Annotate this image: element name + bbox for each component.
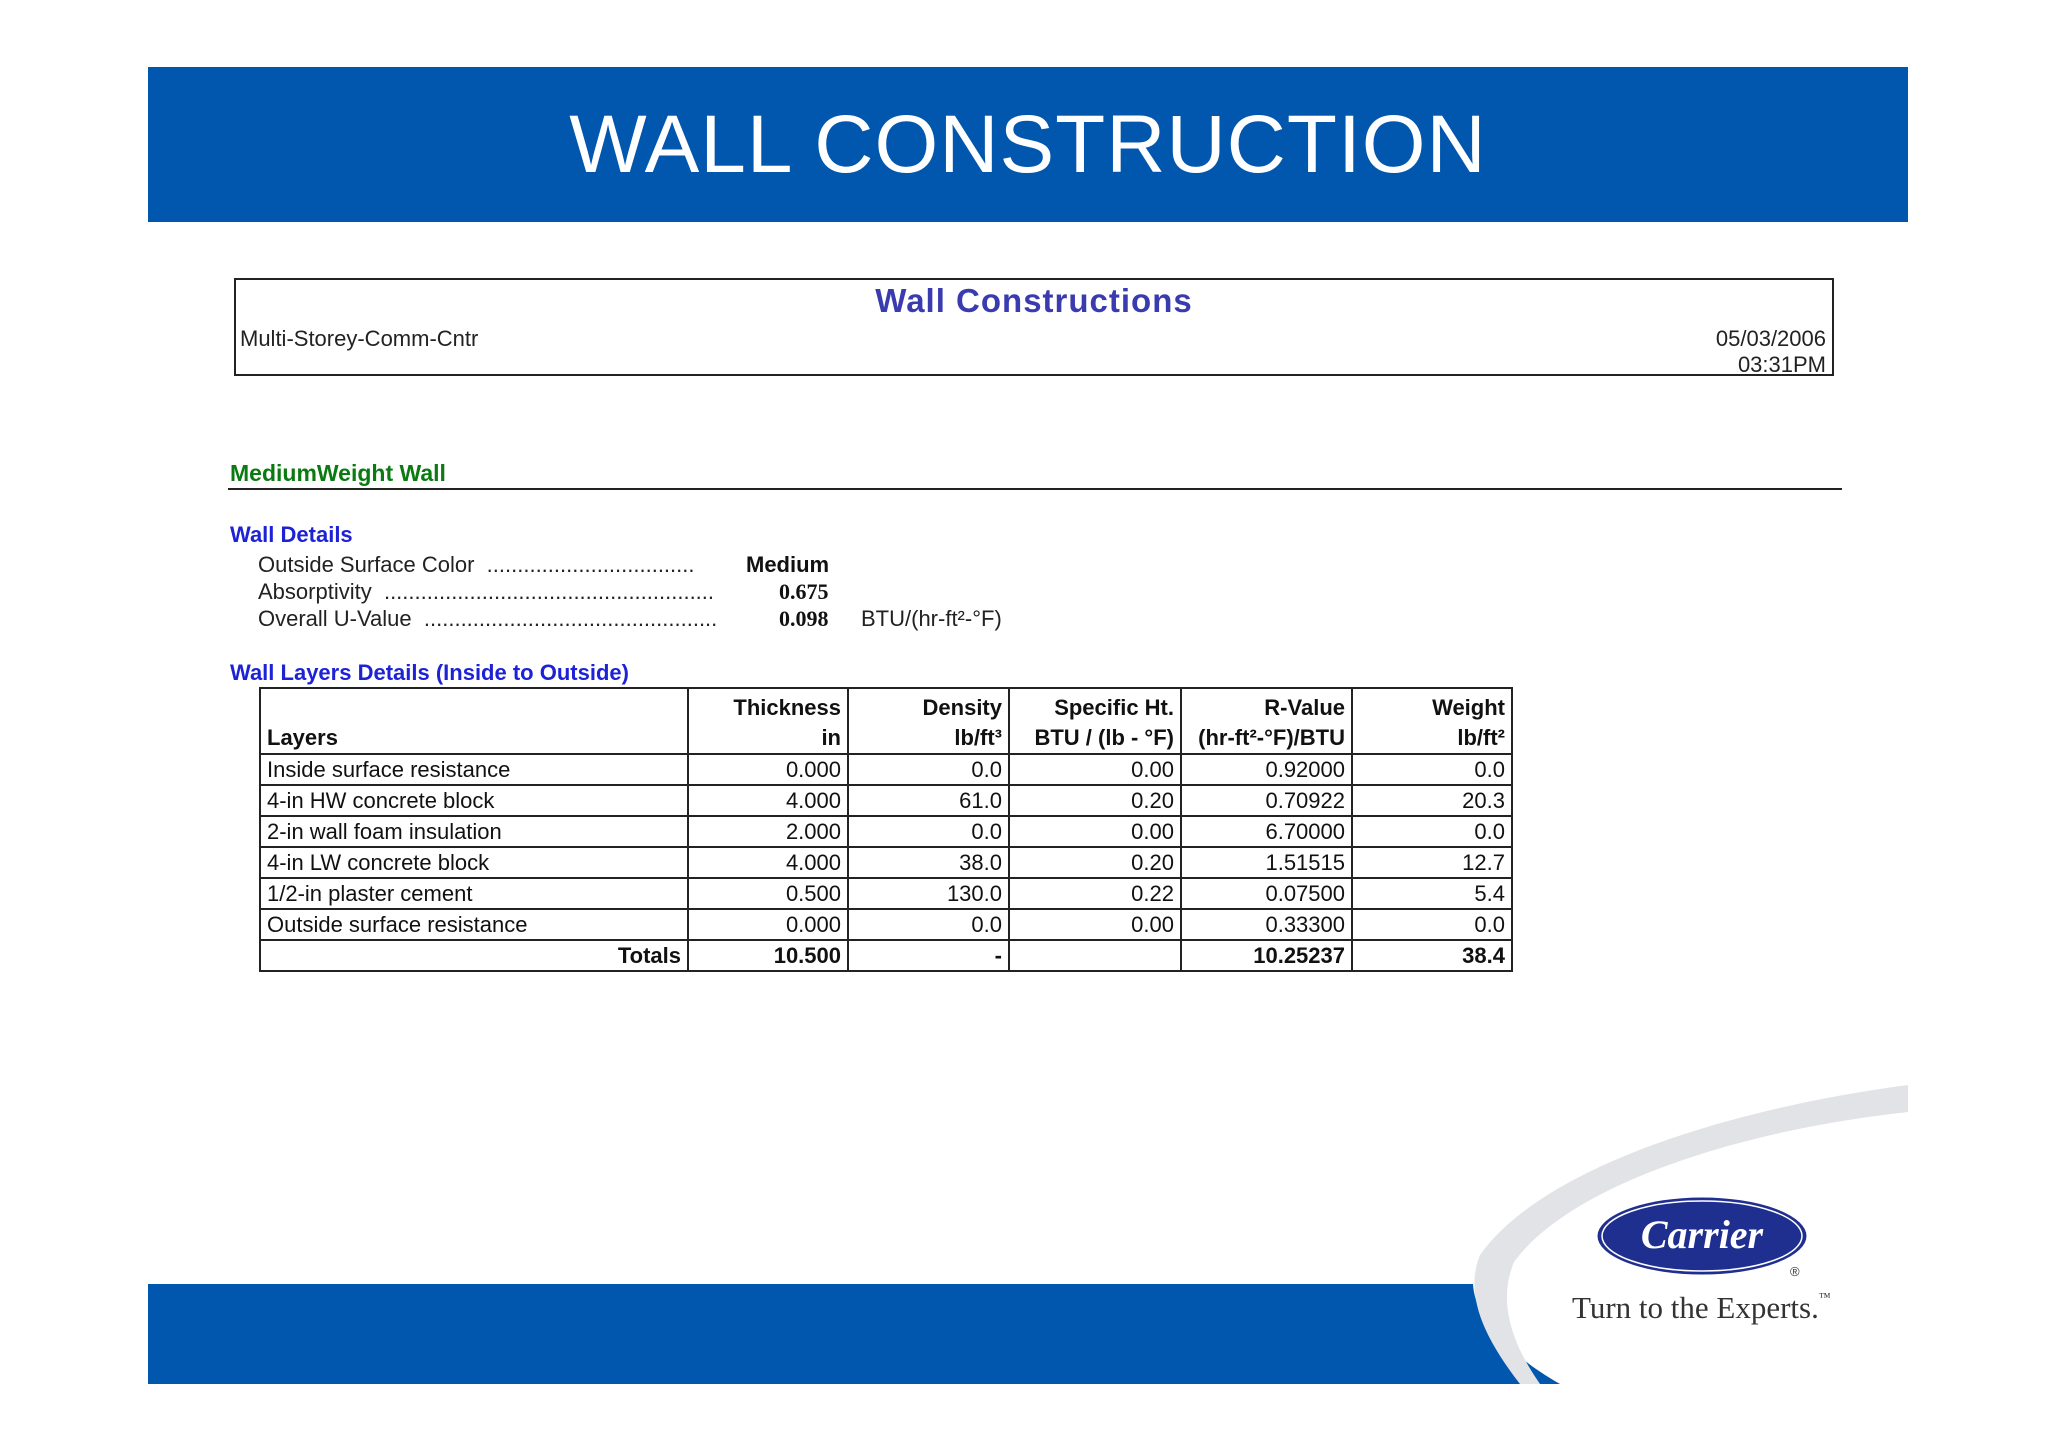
cell-r-value: 6.70000 [1181, 816, 1352, 847]
cell-density: 0.0 [848, 816, 1009, 847]
tagline: Turn to the Experts.™ [1572, 1290, 1831, 1325]
cell-density: 38.0 [848, 847, 1009, 878]
cell-r-value: 0.07500 [1181, 878, 1352, 909]
cell-thickness: 2.000 [688, 816, 848, 847]
cell-thickness: 4.000 [688, 785, 848, 816]
total-r-value: 10.25237 [1181, 940, 1352, 971]
wall-name: MediumWeight Wall [230, 460, 446, 486]
cell-specific-heat: 0.00 [1009, 754, 1181, 785]
cell-weight: 5.4 [1352, 878, 1512, 909]
wall-details-heading: Wall Details [230, 522, 353, 547]
total-thickness: 10.500 [688, 940, 848, 971]
leader-dots: ...................................................... [377, 579, 715, 604]
cell-weight: 0.0 [1352, 816, 1512, 847]
cell-layer: 2-in wall foam insulation [260, 816, 688, 847]
layers-heading: Wall Layers Details (Inside to Outside) [230, 660, 629, 685]
leader-dots: ................................................ [417, 606, 718, 631]
surface-color-label: Outside Surface Color [258, 552, 475, 577]
cell-weight: 20.3 [1352, 785, 1512, 816]
absorptivity-value: 0.675 [779, 579, 829, 604]
carrier-logo [1590, 1190, 1830, 1285]
cell-density: 0.0 [848, 754, 1009, 785]
cell-thickness: 4.000 [688, 847, 848, 878]
leader-dots: .................................. [480, 552, 695, 577]
cell-layer: Outside surface resistance [260, 909, 688, 940]
cell-r-value: 1.51515 [1181, 847, 1352, 878]
registered-mark: ® [1790, 1264, 1800, 1279]
cell-density: 61.0 [848, 785, 1009, 816]
cell-specific-heat: 0.20 [1009, 785, 1181, 816]
surface-color-value: Medium [746, 552, 830, 577]
cell-specific-heat: 0.00 [1009, 909, 1181, 940]
cell-r-value: 0.92000 [1181, 754, 1352, 785]
cell-weight: 12.7 [1352, 847, 1512, 878]
u-value-label: Overall U-Value [258, 606, 412, 631]
column-header-layers: Layers [260, 688, 688, 754]
cell-specific-heat: 0.00 [1009, 816, 1181, 847]
column-header-density: Density lb/ft³ [848, 688, 1009, 754]
cell-layer: 4-in LW concrete block [260, 847, 688, 878]
totals-label: Totals [260, 940, 688, 971]
cell-density: 0.0 [848, 909, 1009, 940]
cell-r-value: 0.33300 [1181, 909, 1352, 940]
cell-r-value: 0.70922 [1181, 785, 1352, 816]
u-value-value: 0.098 [779, 606, 829, 631]
project-name: Multi-Storey-Comm-Cntr [240, 326, 479, 351]
report-date: 05/03/2006 [1715, 326, 1826, 351]
logo-wordmark: Carrier [1640, 1212, 1764, 1257]
report-time: 03:31PM [1737, 352, 1826, 377]
total-weight: 38.4 [1352, 940, 1512, 971]
cell-thickness: 0.000 [688, 754, 848, 785]
slide-title: WALL CONSTRUCTION [569, 98, 1487, 190]
cell-layer: Inside surface resistance [260, 754, 688, 785]
column-header-r-value: R-Value (hr-ft²-°F)/BTU [1181, 688, 1352, 754]
cell-weight: 0.0 [1352, 754, 1512, 785]
column-header-weight: Weight lb/ft² [1352, 688, 1512, 754]
cell-weight: 0.0 [1352, 909, 1512, 940]
cell-thickness: 0.500 [688, 878, 848, 909]
cell-layer: 1/2-in plaster cement [260, 878, 688, 909]
absorptivity-label: Absorptivity [258, 579, 372, 604]
cell-specific-heat: 0.20 [1009, 847, 1181, 878]
cell-density: 130.0 [848, 878, 1009, 909]
total-density: - [848, 940, 1009, 971]
carrier-logo-icon [1590, 1190, 1830, 1280]
cell-layer: 4-in HW concrete block [260, 785, 688, 816]
cell-specific-heat: 0.22 [1009, 878, 1181, 909]
cell-thickness: 0.000 [688, 909, 848, 940]
column-header-thickness: Thickness in [688, 688, 848, 754]
u-value-unit: BTU/(hr-ft²-°F) [861, 606, 1002, 631]
report-title: Wall Constructions [875, 282, 1193, 319]
trademark-mark: ™ [1818, 1290, 1831, 1304]
column-header-specific-heat: Specific Ht. BTU / (lb - °F) [1009, 688, 1181, 754]
